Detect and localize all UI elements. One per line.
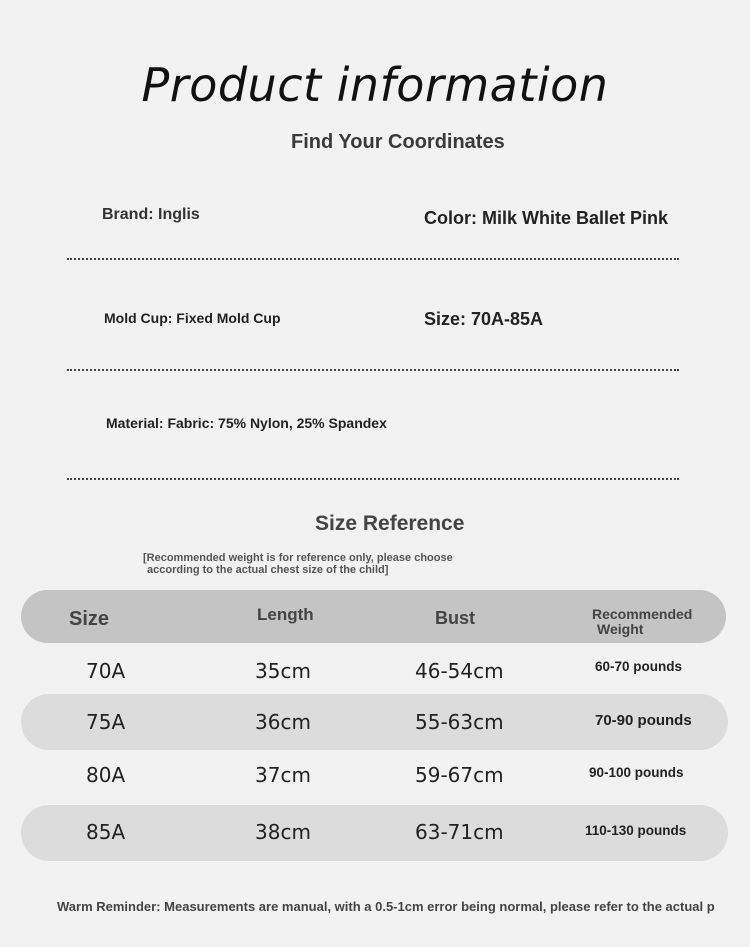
page-subtitle: Find Your Coordinates xyxy=(291,131,505,153)
column-header-length: Length xyxy=(257,605,314,624)
header-line: Recommended xyxy=(592,606,693,622)
note-line: according to the actual chest size of the child] xyxy=(147,564,389,576)
table-cell-weight: 90-100 pounds xyxy=(589,765,684,780)
note-line: [Recommended weight is for reference only, please choose xyxy=(143,552,453,564)
table-cell-size: 75A xyxy=(86,710,126,734)
color-info: Color: Milk White Ballet Pink xyxy=(424,208,669,228)
column-header-bust: Bust xyxy=(435,608,475,628)
size-reference-title: Size Reference xyxy=(315,512,465,535)
warm-reminder-text: Warm Reminder: Measurements are manual, with a 0.5-1cm error being normal, please refer to the actual p xyxy=(57,899,715,914)
table-cell-bust: 63-71cm xyxy=(415,820,504,844)
size-reference-note xyxy=(143,552,543,576)
table-cell-bust: 59-67cm xyxy=(415,763,504,787)
table-cell-weight: 110-130 pounds xyxy=(585,823,687,838)
table-cell-size: 80A xyxy=(86,763,126,787)
size-info: Size: 70A-85A xyxy=(424,309,544,329)
material-info: Material: Fabric: 75% Nylon, 25% Spandex xyxy=(106,415,387,431)
column-header-size: Size xyxy=(69,608,110,630)
mold-cup-info: Mold Cup: Fixed Mold Cup xyxy=(104,310,281,326)
table-cell-bust: 46-54cm xyxy=(415,659,504,683)
header-line: Weight xyxy=(597,621,644,637)
table-cell-length: 35cm xyxy=(255,659,311,683)
table-cell-weight: 70-90 pounds xyxy=(595,712,692,729)
page-title: Product information xyxy=(141,58,609,112)
dotted-divider xyxy=(67,369,679,371)
table-cell-bust: 55-63cm xyxy=(415,710,504,734)
brand-info: Brand: Inglis xyxy=(102,206,200,223)
table-cell-length: 37cm xyxy=(255,763,311,787)
table-cell-length: 36cm xyxy=(255,710,311,734)
table-cell-weight: 60-70 pounds xyxy=(595,659,683,674)
column-header-weight xyxy=(592,607,692,637)
dotted-divider xyxy=(67,258,679,260)
dotted-divider xyxy=(67,478,679,480)
table-cell-length: 38cm xyxy=(255,820,311,844)
table-cell-size: 70A xyxy=(86,659,126,683)
table-cell-size: 85A xyxy=(86,820,126,844)
